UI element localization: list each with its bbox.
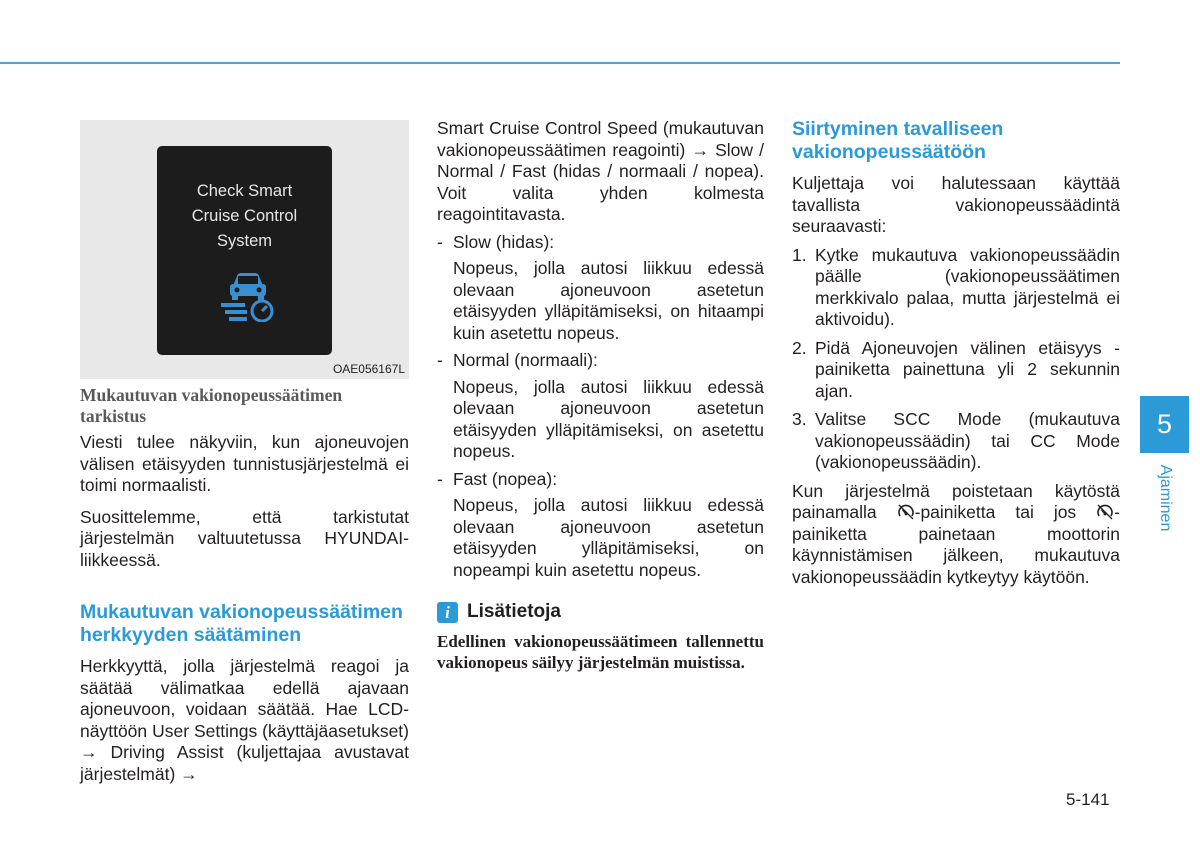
cruise-cancel-icon <box>1096 503 1114 521</box>
smart-cruise-control-icon <box>219 264 277 322</box>
list-item-label: Normal (normaali): <box>453 350 598 370</box>
figure-code: OAE056167L <box>332 362 405 376</box>
column-left <box>80 118 409 785</box>
paragraph: Viesti tulee näkyviin, kun ajoneuvojen välisen etäisyyden tunnistusjärjestelmä ei toimi normaalisti. <box>80 432 409 495</box>
text-run: -painiketta tai jos <box>914 502 1097 522</box>
list-dash: - <box>437 231 443 252</box>
step-text: Valitse SCC Mode (mukautuva vakionopeussäädin) tai CC Mode (vakionopeussäädin). <box>815 409 1120 472</box>
lcd-message: Check Smart Cruise Control System <box>191 182 298 250</box>
numbered-step <box>792 338 1120 403</box>
paragraph: Suosittelemme, että tarkistutat järjestelmän valtuutetussa HYUNDAI-liikkeessä. <box>80 506 409 570</box>
list-item-text: Nopeus, jolla autosi liikkuu edessä olevaan ajoneuvoon asetetun etäisyyden ylläpitämiseksi, on nopeampi kuin asetettu nopeus. <box>453 495 764 580</box>
top-rule <box>0 62 1120 64</box>
list-item <box>437 350 764 463</box>
paragraph <box>792 481 1120 589</box>
list-item <box>437 232 764 345</box>
lcd-screen <box>157 146 332 355</box>
page-number: 5-141 <box>1066 790 1110 809</box>
paragraph: Kuljettaja voi halutessaan käyttää tavallista vakionopeussäädintä seuraavasti: <box>792 173 1120 236</box>
step-number: 3. <box>792 409 807 429</box>
numbered-step <box>792 245 1120 331</box>
info-icon: i <box>437 602 458 623</box>
section-heading: Mukautuvan vakionopeussäätimen herkkyyden säätäminen <box>80 601 403 646</box>
list-dash: - <box>437 468 443 489</box>
chapter-label: Ajaminen <box>1157 464 1174 532</box>
text-run: -painiketta painetaan moottorin käynnistämisen jälkeen, mukautuva vakionopeussäädin kytkeytyy käytöön. <box>792 502 1120 587</box>
list-item-label: Fast (nopea): <box>453 468 558 489</box>
step-text: Pidä Ajoneuvojen välinen etäisyys -painiketta painettuna yli 2 sekunnin ajan. <box>815 337 1120 401</box>
list-item-text: Nopeus, jolla autosi liikkuu edessä olevaan ajoneuvoon asetetun etäisyyden ylläpitämiseksi, on hitaampi kuin asetettu nopeus. <box>453 258 764 343</box>
list-item-label: Slow (hidas): <box>453 231 555 252</box>
figure-scc-warning <box>80 120 409 379</box>
cruise-cancel-icon <box>897 503 915 521</box>
paragraph: Smart Cruise Control Speed (mukautuvan vakionopeussäätimen reagointi) → Slow / Normal / Fast (hidas / normaali / nopea). Voit valita yhden kolmesta reagointitavasta. <box>437 118 764 224</box>
column-right <box>792 118 1120 588</box>
info-box-header <box>437 601 764 623</box>
chapter-tab: 5 <box>1140 396 1189 453</box>
step-text: Kytke mukautuva vakionopeussäädin päälle (vakionopeussäätimen merkkivalo palaa, mutta järjestelmä ei aktivoidu). <box>815 244 1120 329</box>
paragraph: Herkkyyttä, jolla järjestelmä reagoi ja säätää välimatkaa edellä ajavaan ajoneuvoon, voidaan säätää. Hae LCD-näyttöön User Settings (käyttäjäasetukset) → Driving Assist (kuljettajaa avustavat järjestelmät) → <box>80 656 409 784</box>
section-heading: Siirtyminen tavalliseen vakionopeussäätöön <box>792 118 1004 163</box>
numbered-step <box>792 409 1120 474</box>
step-number: 2. <box>792 337 807 358</box>
list-item <box>437 469 764 582</box>
info-box-title: Lisätietoja <box>467 601 561 622</box>
figure-caption: Mukautuvan vakionopeussäätimen tarkistus <box>80 385 343 426</box>
list-dash: - <box>437 350 443 370</box>
info-box-text: Edellinen vakionopeussäätimeen tallennettu vakionopeus säilyy järjestelmän muistissa. <box>437 632 764 672</box>
step-number: 1. <box>792 244 807 265</box>
text-run: Kun järjestelmä poistetaan käytöstä painamalla <box>792 480 1120 522</box>
list-item-text: Nopeus, jolla autosi liikkuu edessä olevaan ajoneuvoon asetetun etäisyyden ylläpitämiseksi, on asetettu nopeus. <box>453 376 764 461</box>
column-middle <box>437 118 764 673</box>
